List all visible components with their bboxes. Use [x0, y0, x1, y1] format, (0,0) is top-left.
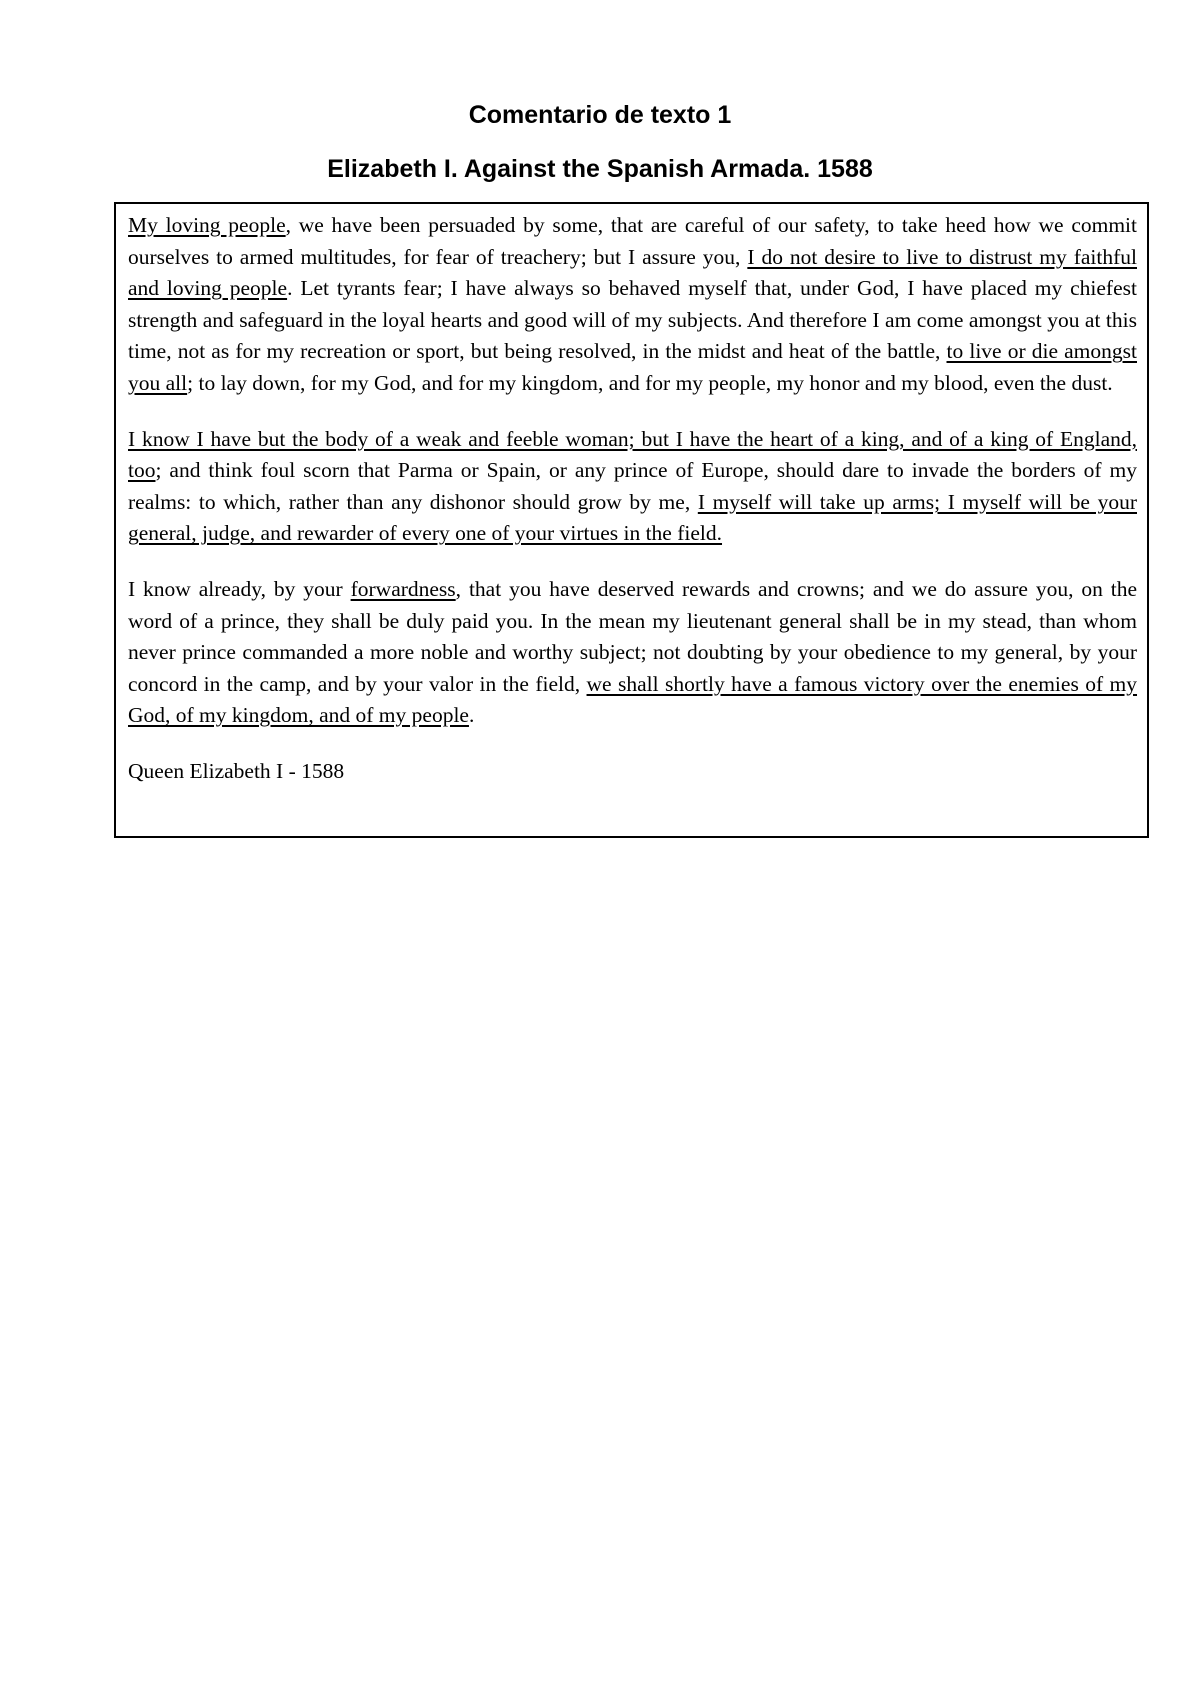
text-run: I know already, by your: [128, 576, 351, 601]
text-run: , we have been persuaded by some, that are careful of our safety, to take heed how we commit ourselves to armed multitudes, for fear of treachery; but I assure you,: [128, 213, 1138, 269]
speech-paragraph-2: [128, 424, 1137, 550]
underlined-phrase: I know I have but the body of a weak and feeble woman; but I have the heart of a king, and of a king of England, too: [128, 426, 1137, 483]
underlined-phrase: I myself will take up arms; I myself will be your general, judge, and rewarder of every one of your virtues in the field.: [128, 489, 1137, 546]
speech-paragraph-1: [128, 210, 1137, 400]
underlined-phrase: forwardness: [350, 576, 456, 601]
underlined-phrase: I do not desire to live to distrust my faithful and loving people: [128, 244, 1137, 301]
text-run: .: [468, 703, 475, 728]
speech-signature: Queen Elizabeth I - 1588: [128, 758, 345, 783]
text-run: . Let tyrants fear; I have always so behaved myself that, under God, I have placed my chiefest strength and safeguard in the loyal hearts and good will of my subjects. And therefore I am come amongst you at this time, not as for my recreation or sport, but being resolved, in the midst and heat of the battle,: [128, 276, 1137, 364]
underlined-phrase: My loving people: [128, 213, 286, 237]
underlined-phrase: to live or die amongst you all: [128, 339, 1137, 395]
text-run: ; to lay down, for my God, and for my kingdom, and for my people, my honor and my blood, even the dust.: [187, 370, 1113, 395]
document-subtitle: Elizabeth I. Against the Spanish Armada. 1588: [327, 155, 873, 183]
text-run: ; and think foul scorn that Parma or Spain, or any prince of Europe, should dare to invade the borders of my realms: to which, rather than any dishonor should grow by me,: [128, 458, 1137, 514]
text-run: , that you have deserved rewards and crowns; and we do assure you, on the word of a prince, they shall be duly paid you. In the mean my lieutenant general shall be in my stead, than whom never prince commanded a more noble and worthy subject; not doubting by your obedience to my general, by your concord in the camp, and by your valor in the field,: [128, 576, 1138, 696]
speech-text-box: [114, 202, 1149, 838]
underlined-phrase: we shall shortly have a famous victory over the enemies of my God, of my kingdom, and of my people: [128, 671, 1138, 728]
document-title: Comentario de texto 1: [468, 101, 732, 129]
speech-paragraph-3: [128, 574, 1137, 732]
